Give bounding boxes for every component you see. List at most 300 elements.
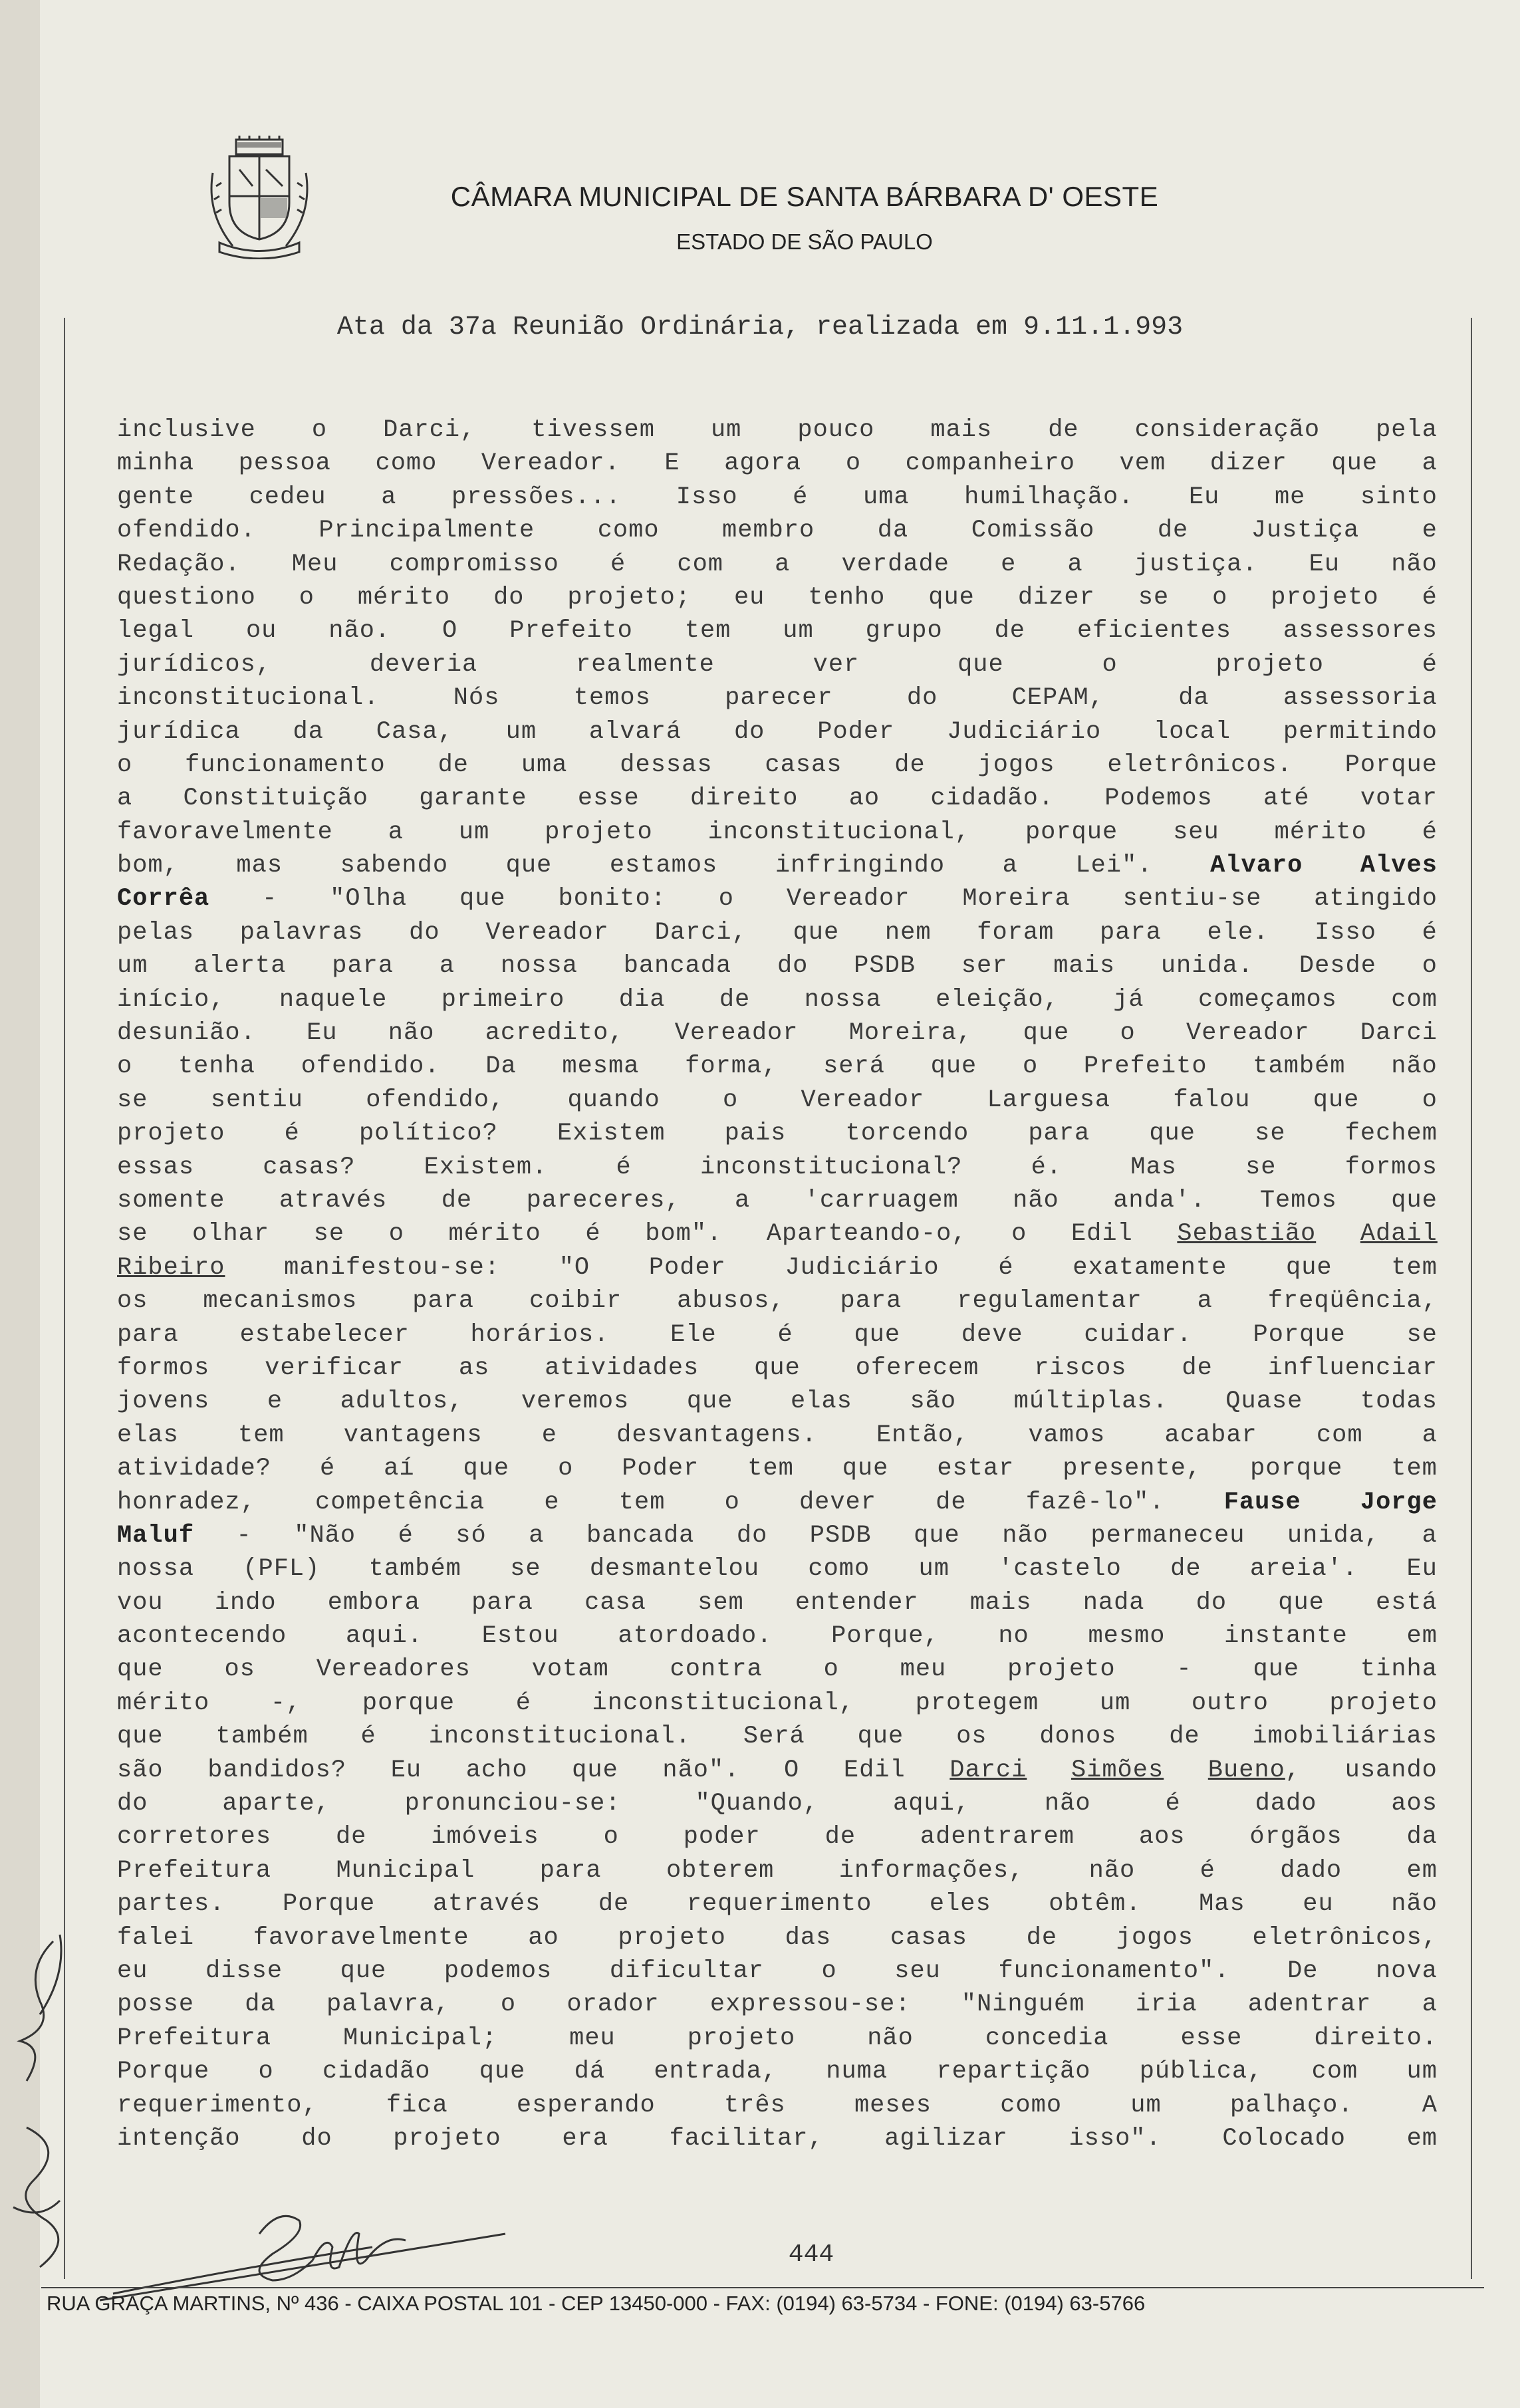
word: Constituição <box>183 784 368 813</box>
word: Poder <box>817 717 895 746</box>
word: garante <box>419 784 527 813</box>
word: adentrar <box>1247 1990 1372 2019</box>
word: abusos, <box>677 1287 785 1316</box>
text-line <box>117 1184 1438 1217</box>
word: palhaço. <box>1229 2091 1354 2119</box>
text-line <box>117 1017 1438 1050</box>
word: ofendido. <box>301 1052 440 1081</box>
word: cuidar. <box>1084 1320 1192 1349</box>
word: o <box>258 2058 274 2086</box>
word: gente <box>117 483 195 511</box>
word: verificar <box>265 1354 404 1382</box>
word: os <box>117 1287 148 1316</box>
word: o <box>823 1655 839 1684</box>
word: se <box>313 1220 345 1249</box>
word: adentrarem <box>920 1823 1075 1852</box>
word: pais <box>724 1120 787 1148</box>
word: presente, <box>1063 1455 1202 1483</box>
word: eletrônicos. <box>1107 751 1293 779</box>
word: projeto <box>393 2124 501 2153</box>
word: do <box>117 1790 148 1818</box>
word: justiça. <box>1134 550 1258 578</box>
word: é <box>610 550 626 578</box>
word: manifestou-se: <box>284 1253 500 1282</box>
word: seu <box>894 1957 941 1985</box>
word: Colocado <box>1222 2124 1346 2153</box>
word: elas <box>791 1387 852 1416</box>
word: mérito <box>448 1220 541 1249</box>
word: a <box>388 818 404 846</box>
word: Poder <box>622 1455 699 1483</box>
word: palavras <box>239 918 364 947</box>
word: mais <box>1053 952 1116 981</box>
word: que <box>572 1756 618 1784</box>
word: vamos <box>1028 1421 1106 1449</box>
word: obtêm. <box>1049 1890 1142 1919</box>
page-number: 444 <box>788 2240 834 2269</box>
word: cidadão <box>322 2058 431 2086</box>
text-line <box>117 749 1438 782</box>
word: requerimento, <box>117 2091 318 2119</box>
word: riscos <box>1034 1354 1127 1382</box>
word: não. <box>328 617 391 646</box>
word: mas <box>236 852 283 880</box>
word: se <box>1406 1320 1438 1349</box>
text-line <box>117 1251 1438 1284</box>
word: Existem. <box>424 1153 548 1181</box>
word: de <box>1048 416 1079 444</box>
word: as <box>458 1354 490 1382</box>
word: Será <box>743 1723 805 1751</box>
word: Edil <box>843 1756 906 1784</box>
word: e <box>1001 550 1017 578</box>
word: aqui. <box>345 1622 423 1651</box>
word: favoravelmente <box>253 1923 469 1952</box>
word: Corrêa <box>117 885 210 913</box>
word: inconstitucional. <box>117 684 380 713</box>
word: tivessem <box>531 416 655 444</box>
text-line <box>117 447 1438 480</box>
word: não <box>388 1019 435 1048</box>
word: adultos, <box>340 1387 464 1416</box>
word: somente <box>117 1186 225 1215</box>
word: "Ninguém <box>961 1990 1085 2019</box>
footer-address: RUA GRAÇA MARTINS, Nº 436 - CAIXA POSTAL 101 - CEP 13450-000 - FAX: (0194) 63-5734 - FONE: (0194) 63-5766 <box>47 2292 1146 2315</box>
word: expressou-se: <box>709 1990 911 2019</box>
word: são <box>910 1387 957 1416</box>
word: Ribeiro <box>117 1253 225 1282</box>
word: Moreira, <box>848 1019 973 1048</box>
word: atividade? <box>117 1455 272 1483</box>
word: mecanismos <box>203 1287 358 1316</box>
word: - <box>236 1521 252 1550</box>
word: através <box>432 1890 541 1919</box>
word: o <box>1120 1019 1136 1048</box>
word: que <box>1278 1588 1325 1617</box>
word: Eu <box>1188 483 1220 511</box>
word: Desde <box>1299 952 1376 981</box>
text-line <box>117 581 1438 614</box>
word: que <box>754 1354 801 1382</box>
word: dizer <box>1017 583 1095 612</box>
word: regulamentar <box>957 1287 1142 1316</box>
word: como <box>1000 2091 1063 2119</box>
word: que <box>857 1723 904 1751</box>
word: o <box>500 1990 517 2019</box>
word: casas <box>890 1923 967 1952</box>
word: Eu <box>1406 1555 1438 1584</box>
word: 'castelo <box>998 1555 1122 1584</box>
text-line <box>117 816 1438 849</box>
margin-signature <box>7 1928 86 2300</box>
word: inconstitucional, <box>592 1689 855 1717</box>
word: dizer <box>1209 449 1287 478</box>
word: Vereadores <box>316 1655 471 1684</box>
word: a <box>439 952 455 981</box>
word: os <box>956 1723 987 1751</box>
word: porque <box>362 1689 455 1717</box>
word: projeto <box>618 1923 726 1952</box>
word: Bueno, <box>1207 1756 1301 1784</box>
word: Alves <box>1360 852 1438 880</box>
word: embora <box>327 1588 420 1617</box>
word: entrada, <box>654 2058 777 2086</box>
word: A <box>1422 2091 1438 2119</box>
word: dado <box>1255 1790 1317 1818</box>
word: Edil <box>1071 1220 1133 1249</box>
word: concedia <box>985 2024 1109 2052</box>
word: o <box>718 885 734 913</box>
word: o <box>558 1455 574 1483</box>
word: em <box>1406 2124 1438 2153</box>
word: projeto; <box>567 583 692 612</box>
word: intenção <box>117 2124 241 2153</box>
word: e <box>541 1421 557 1449</box>
word: se <box>510 1555 541 1584</box>
word: vem <box>1119 449 1166 478</box>
word: grupo <box>865 617 943 646</box>
word: questiono <box>117 583 256 612</box>
word: sabendo <box>340 852 449 880</box>
word: como <box>375 449 438 478</box>
word: da <box>1406 1823 1438 1852</box>
word: aí <box>384 1455 415 1483</box>
word: pareceres, <box>526 1186 681 1215</box>
word: que <box>1149 1120 1196 1148</box>
word: porque <box>1025 818 1118 846</box>
word: do <box>777 952 809 981</box>
text-line <box>117 1620 1438 1653</box>
word: e <box>1422 517 1438 545</box>
word: ao <box>848 784 880 813</box>
word: que <box>1285 1253 1332 1282</box>
word: temos <box>573 684 651 713</box>
text-line <box>117 681 1438 715</box>
word: que <box>459 885 506 913</box>
word: de <box>994 617 1026 646</box>
word: um <box>783 617 814 646</box>
word: Municipal; <box>343 2024 498 2052</box>
word: do <box>733 717 765 746</box>
word: que <box>842 1455 889 1483</box>
word: Existem <box>557 1120 666 1148</box>
word: sentiu <box>210 1086 303 1114</box>
word: Darci, <box>654 918 747 947</box>
word: não <box>1391 550 1438 578</box>
word: agilizar <box>884 2124 1008 2153</box>
word: esse <box>1180 2024 1243 2052</box>
word: Maluf <box>117 1521 195 1550</box>
word: o <box>821 1957 837 1985</box>
text-line <box>117 916 1438 949</box>
word: que <box>914 1521 960 1550</box>
text-line <box>117 715 1438 749</box>
text-line <box>117 1687 1438 1720</box>
text-line <box>117 1988 1438 2021</box>
word: é <box>284 1120 300 1148</box>
word: tinha <box>1360 1655 1438 1684</box>
word: formos <box>1344 1153 1438 1181</box>
word: deveria <box>369 650 478 679</box>
word: Meu <box>291 550 338 578</box>
word: a <box>1422 449 1438 478</box>
word: exatamente <box>1073 1253 1227 1282</box>
word: cidadão. <box>930 784 1055 813</box>
word: de <box>438 751 469 779</box>
word: um <box>918 1555 950 1584</box>
word: quando <box>567 1086 660 1114</box>
word: mesmo <box>1088 1622 1166 1651</box>
word: ofendido. <box>117 517 256 545</box>
word: aos <box>1391 1790 1438 1818</box>
word: Da <box>485 1052 517 1081</box>
word: poder <box>683 1823 761 1852</box>
word: tenha <box>178 1052 255 1081</box>
word: repartição <box>936 2058 1091 2086</box>
word: já <box>1113 985 1144 1014</box>
word: e <box>267 1387 283 1416</box>
word: jogos <box>1116 1923 1194 1952</box>
word: para <box>117 1320 179 1349</box>
word: é <box>1422 918 1438 947</box>
word: acabar <box>1164 1421 1257 1449</box>
word: desunião. <box>117 1019 256 1048</box>
word: infringindo <box>775 852 946 880</box>
word: será <box>823 1052 885 1081</box>
word: nova <box>1376 1957 1438 1985</box>
word: o <box>1022 1052 1039 1081</box>
word: a <box>381 483 397 511</box>
word: coibir <box>529 1287 622 1316</box>
word: deve <box>961 1320 1023 1349</box>
word: aos <box>1138 1823 1186 1852</box>
word: ou <box>245 617 277 646</box>
word: orador <box>567 1990 660 2019</box>
word: órgãos <box>1249 1823 1342 1852</box>
chamber-title: CÂMARA MUNICIPAL DE SANTA BÁRBARA D' OESTE <box>450 181 1159 212</box>
word: o <box>722 1086 739 1114</box>
text-line <box>117 1955 1438 1988</box>
word: do <box>736 1521 768 1550</box>
word: nossa <box>117 1555 195 1584</box>
word: Fause <box>1223 1488 1301 1516</box>
text-line <box>117 1452 1438 1485</box>
word: Vereador <box>674 1019 799 1048</box>
word: também <box>215 1723 309 1751</box>
word: ao <box>528 1923 559 1952</box>
word: que <box>117 1655 164 1684</box>
word: que <box>340 1957 387 1985</box>
word: nem <box>884 918 932 947</box>
word: o <box>117 751 133 779</box>
word: Quase <box>1225 1387 1303 1416</box>
word: meu <box>569 2024 616 2052</box>
word: direito <box>690 784 799 813</box>
word: Justiça <box>1251 517 1360 545</box>
word: requerimento <box>686 1890 872 1919</box>
word: que <box>1313 1086 1360 1114</box>
word: assessores <box>1283 617 1438 646</box>
word: Larguesa <box>987 1086 1111 1114</box>
word: da <box>245 1990 276 2019</box>
word: Vereador <box>801 1086 925 1114</box>
word: disse <box>205 1957 283 1985</box>
word: se <box>1138 583 1170 612</box>
text-line <box>117 514 1438 547</box>
word: não <box>867 2024 914 2052</box>
word: Judiciário <box>785 1253 940 1282</box>
text-line <box>117 1921 1438 1955</box>
word: é <box>793 483 809 511</box>
word: alvará <box>588 717 682 746</box>
word: Lei". <box>1075 852 1153 880</box>
word: de <box>719 985 751 1014</box>
word: também <box>368 1555 461 1584</box>
word: jogos <box>977 751 1055 779</box>
word: esperando <box>516 2091 656 2119</box>
word: no <box>998 1622 1029 1651</box>
text-line <box>117 983 1438 1017</box>
word: jurídica <box>117 717 241 746</box>
word: Ele <box>670 1320 717 1349</box>
word: casas <box>765 751 842 779</box>
word: tem <box>237 1421 285 1449</box>
word: estabelecer <box>239 1320 410 1349</box>
word: é <box>1422 818 1438 846</box>
word: acontecendo <box>117 1622 287 1651</box>
word: minha <box>117 449 195 478</box>
word: para <box>539 1856 602 1885</box>
word: podemos <box>443 1957 553 1985</box>
word: é <box>319 1455 336 1483</box>
text-line <box>117 782 1438 815</box>
text-line <box>117 548 1438 581</box>
word: tem <box>618 1488 666 1516</box>
word: é <box>1422 650 1438 679</box>
word: acredito, <box>485 1019 624 1048</box>
word: outro <box>1191 1689 1269 1717</box>
word: entender <box>795 1588 919 1617</box>
word: vou <box>117 1588 164 1617</box>
text-line <box>117 1084 1438 1117</box>
word: três <box>723 2091 786 2119</box>
word: Mas <box>1130 1153 1177 1181</box>
word: é <box>585 1220 601 1249</box>
word: de <box>824 1823 856 1852</box>
word: esse <box>577 784 640 813</box>
word: de <box>1026 1923 1058 1952</box>
word: a <box>1422 1521 1438 1550</box>
text-line <box>117 1854 1438 1887</box>
word: é. <box>1031 1153 1063 1181</box>
word: projeto <box>1215 650 1324 679</box>
word: com <box>1316 1421 1363 1449</box>
word: casa <box>584 1588 646 1617</box>
word: um <box>1099 1689 1131 1717</box>
word: está <box>1376 1588 1438 1617</box>
text-line <box>117 882 1438 915</box>
word: bom, <box>117 852 179 880</box>
word: de <box>1157 517 1189 545</box>
word: permaneceu <box>1090 1521 1245 1550</box>
word: se <box>117 1086 148 1114</box>
word: Darci, <box>383 416 476 444</box>
word: em <box>1406 1856 1438 1885</box>
word: o <box>311 416 328 444</box>
word: Poder <box>648 1253 726 1282</box>
word: Alvaro <box>1210 852 1303 880</box>
word: realmente <box>576 650 715 679</box>
word: funcionamento <box>185 751 386 779</box>
word: aqui, <box>892 1790 971 1818</box>
word: -, <box>270 1689 302 1717</box>
word: alerta <box>193 952 287 981</box>
minutes-title: Ata da 37a Reunião Ordinária, realizada em 9.11.1.993 <box>336 312 1184 342</box>
word: projeto <box>545 818 653 846</box>
word: Mas <box>1199 1890 1245 1919</box>
word: Sebastião <box>1177 1220 1317 1249</box>
word: estamos <box>609 852 718 880</box>
word: Vereador <box>485 918 609 947</box>
word: pessoa <box>238 449 331 478</box>
word: para <box>1028 1120 1090 1148</box>
text-line <box>117 949 1438 983</box>
word: vantagens <box>343 1421 483 1449</box>
word: projeto <box>687 2024 796 2052</box>
word: ser <box>961 952 1008 981</box>
word: um <box>1406 2058 1438 2086</box>
word: contra <box>670 1655 763 1684</box>
word: freqüência, <box>1267 1287 1438 1316</box>
word: Redação. <box>117 550 241 578</box>
word: cedeu <box>249 483 326 511</box>
coat-of-arms-icon <box>199 133 319 259</box>
word: dessas <box>620 751 713 779</box>
word: para <box>840 1287 902 1316</box>
text-line <box>117 414 1438 447</box>
word: bom". <box>645 1220 723 1249</box>
word: que <box>686 1387 733 1416</box>
word: é <box>998 1253 1014 1282</box>
word: honradez, <box>117 1488 256 1516</box>
word: que <box>1391 1186 1438 1215</box>
word: uma <box>862 483 910 511</box>
word: sem <box>697 1588 744 1617</box>
word: múltiplas. <box>1013 1387 1168 1416</box>
word: Eu <box>1309 550 1340 578</box>
word: acho <box>465 1756 528 1784</box>
word: Temos <box>1259 1186 1337 1215</box>
